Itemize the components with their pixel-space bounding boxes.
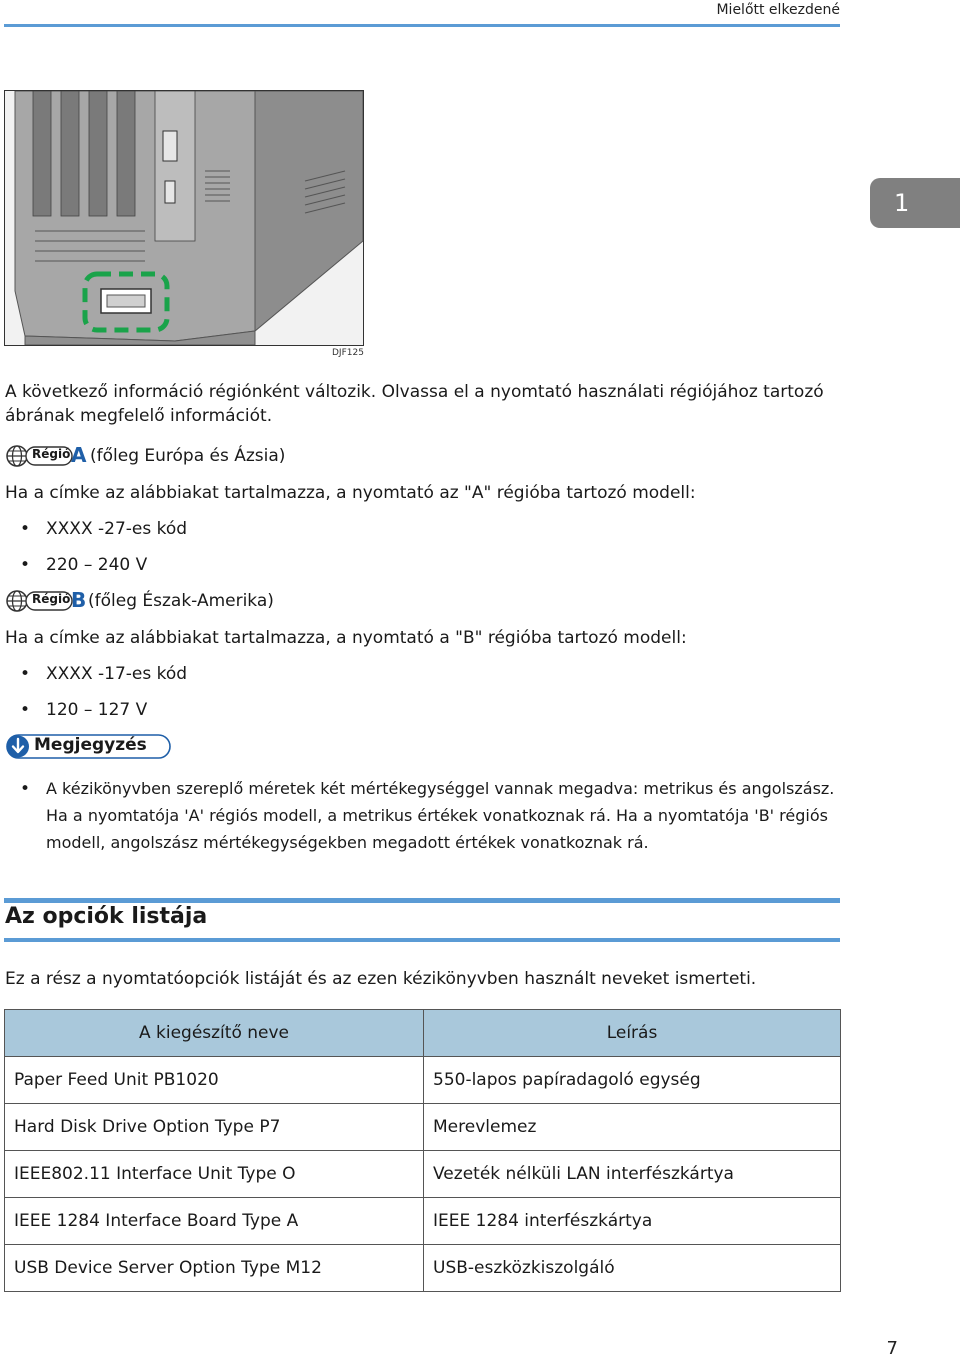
- option-name: Hard Disk Drive Option Type P7: [5, 1104, 424, 1151]
- page-number: 7: [886, 1338, 898, 1359]
- table-row: [5, 1151, 841, 1198]
- printer-rear-drawing: [5, 91, 363, 345]
- bullet: •: [20, 519, 31, 539]
- chapter-number: 1: [894, 189, 910, 217]
- option-description: Vezeték nélküli LAN interfészkártya: [424, 1151, 841, 1198]
- bullet: •: [20, 555, 31, 575]
- running-header: Mielőtt elkezdené: [716, 2, 840, 18]
- option-name: IEEE 1284 Interface Board Type A: [5, 1198, 424, 1245]
- table-row: [5, 1104, 841, 1151]
- table-row: [5, 1198, 841, 1245]
- header-rule: [4, 24, 840, 27]
- region-a-title: (főleg Európa és Ázsia): [90, 446, 286, 466]
- option-description: USB-eszközkiszolgáló: [424, 1245, 841, 1292]
- table-header-row: [5, 1010, 841, 1057]
- section-rule-top: [4, 898, 840, 903]
- region-b-badge: [6, 589, 92, 613]
- intro-line-1: A következő információ régiónként változik. Olvassa el a nyomtató használati régiójához tartozó: [5, 382, 824, 402]
- region-a-item: XXXX -27-es kód: [46, 519, 188, 539]
- option-name: Paper Feed Unit PB1020: [5, 1057, 424, 1104]
- note-line-3: modell, angolszász mértékegységekben megadott értékek vonatkoznak rá.: [46, 833, 649, 852]
- intro-line-2: ábrának megfelelő információt.: [5, 406, 273, 426]
- column-header-name: A kiegészítő neve: [5, 1010, 424, 1057]
- region-b-item: 120 – 127 V: [46, 700, 148, 720]
- chapter-tab: [870, 178, 960, 228]
- note-line-1: A kézikönyvben szereplő méretek két mértékegységgel vannak megadva: metrikus és angolszász.: [46, 779, 835, 798]
- bullet: •: [20, 779, 31, 799]
- bullet: •: [20, 664, 31, 684]
- table-row: [5, 1057, 841, 1104]
- region-b-item: XXXX -17-es kód: [46, 664, 188, 684]
- region-b-letter: B: [71, 588, 87, 612]
- column-header-description: Leírás: [424, 1010, 841, 1057]
- option-name: IEEE802.11 Interface Unit Type O: [5, 1151, 424, 1198]
- option-description: 550-lapos papíradagoló egység: [424, 1057, 841, 1104]
- region-a-label: Régió: [32, 447, 71, 461]
- note-line-2: Ha a nyomtatója 'A' régiós modell, a metrikus értékek vonatkoznak rá. Ha a nyomtatója 'B' régiós: [46, 806, 828, 825]
- bullet: •: [20, 700, 31, 720]
- region-a-description: Ha a címke az alábbiakat tartalmazza, a nyomtató az "A" régióba tartozó modell:: [5, 483, 696, 503]
- option-name: USB Device Server Option Type M12: [5, 1245, 424, 1292]
- region-a-item: 220 – 240 V: [46, 555, 148, 575]
- figure-code: DJF125: [332, 348, 364, 358]
- section-rule-bottom: [4, 938, 840, 942]
- options-table: [4, 1009, 841, 1292]
- note-label: Megjegyzés: [34, 735, 147, 755]
- section-title: Az opciók listája: [5, 904, 208, 929]
- option-description: IEEE 1284 interfészkártya: [424, 1198, 841, 1245]
- note-badge: [6, 734, 170, 760]
- region-a-badge: [6, 444, 92, 468]
- region-b-label: Régió: [32, 592, 71, 606]
- printer-illustration: [4, 90, 364, 346]
- region-a-letter: A: [71, 443, 87, 467]
- region-b-title: (főleg Észak-Amerika): [88, 591, 274, 611]
- section-intro: Ez a rész a nyomtatóopciók listáját és az ezen kézikönyvben használt neveket ismerteti.: [5, 969, 757, 989]
- region-b-description: Ha a címke az alábbiakat tartalmazza, a nyomtató a "B" régióba tartozó modell:: [5, 628, 687, 648]
- option-description: Merevlemez: [424, 1104, 841, 1151]
- table-row: [5, 1245, 841, 1292]
